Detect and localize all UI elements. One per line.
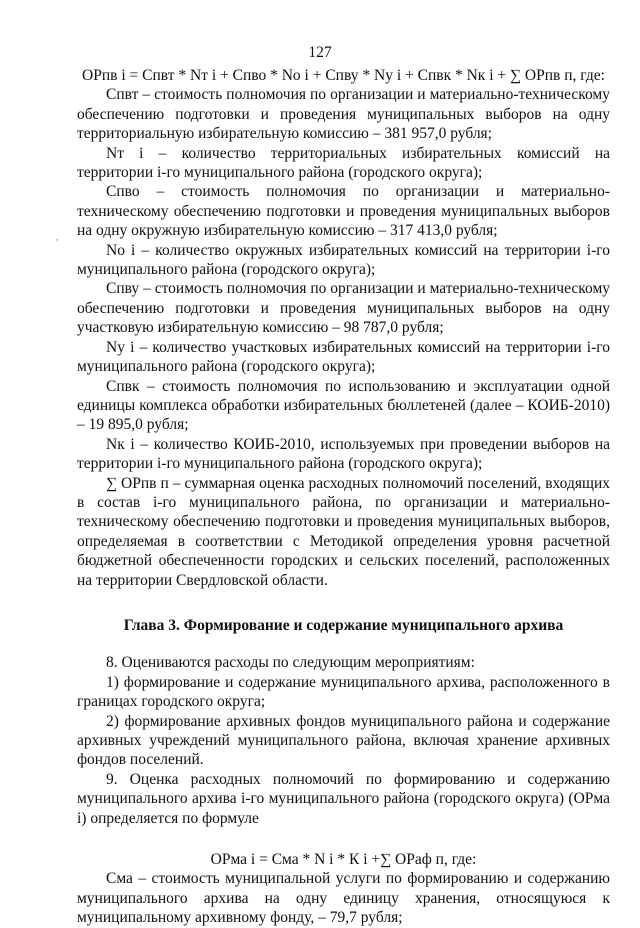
scan-mark: , [56,232,59,243]
paragraph: ∑ ОРпв п – суммарная оценка расходных полномочий поселений, входящих в состав i-го муниципального района, по организации и материально-техническому обеспечению подготовки и проведения муниципальных выборов, определяемая в соответствии с Методикой определения уровня расчетной бюджетной обеспеченности городских и сельских поселений, расположенных на территории Свердловской области. [77,474,610,589]
formula-orma: ОРма i = Сма * N i * К i +∑ ОРаф п, где: [210,851,477,869]
formula-1-definitions [77,85,610,590]
paragraph: 1) формирование и содержание муниципального архива, расположенного в границах городского округа; [77,673,610,711]
page-number: 127 [308,44,332,61]
paragraph: Спвк – стоимость полномочия по использованию и эксплуатации одной единицы комплекса обработки избирательных бюллетеней (далее – КОИБ-2010) – 19 895,0 рубля; [77,377,610,434]
paragraph: 8. Оцениваются расходы по следующим мероприятиям: [106,654,475,672]
paragraph: 9. Оценка расходных полномочий по формированию и содержанию муниципального архива i-го муниципального района (городского округа) (ОРма i) определяется по формуле [77,770,610,827]
formula-2-definitions [77,869,610,927]
paragraph: Спво – стоимость полномочия по организации и материально-техническому обеспечению подготовки и проведения муниципальных выборов на одну окружную избирательную комиссию – 317 413,0 рубля; [77,183,610,240]
paragraph: Nо i – количество окружных избирательных комиссий на территории i-го муниципального района (городского округа); [77,241,610,279]
paragraph: Nк i – количество КОИБ-2010, используемых при проведении выборов на территории i-го муниципального района (городского округа); [77,435,610,473]
paragraph: Спву – стоимость полномочия по организации и материально-техническому обеспечению подготовки и проведения муниципальных выборов на одну участковую избирательную комиссию – 98 787,0 рубля; [77,280,610,337]
paragraph: 2) формирование архивных фондов муниципального района и содержание архивных учреждений муниципального района, включая хранение архивных фондов поселений. [77,712,610,769]
paragraph: Спвт – стоимость полномочия по организации и материально-техническому обеспечению подготовки и проведения муниципальных выборов на одну территориальную избирательную комиссию – 381 957,0 рубля; [77,86,610,143]
paragraph: Ny i – количество участковых избирательных комиссий на территории i-го муниципального района (городского округа); [77,338,610,376]
document-body [77,66,610,928]
paragraph: Nт i – количество территориальных избирательных комиссий на территории i-го муниципального района (городского округа); [77,144,610,182]
formula-orpv: ОРпв i = Спвт * Nт i + Спво * Nо i + Спву * Ny i + Спвк * Nк i + ∑ ОРпв п, где: [82,67,605,84]
chapter-3-paragraphs [77,653,610,828]
paragraph: Сма – стоимость муниципальной услуги по формированию и содержанию муниципального архива на одну единицу хранения, относящуюся к муниципальному архивному фонду, – 79,7 рубля; [77,870,610,927]
chapter-heading: Глава 3. Формирование и содержание муниципального архива [123,616,564,634]
